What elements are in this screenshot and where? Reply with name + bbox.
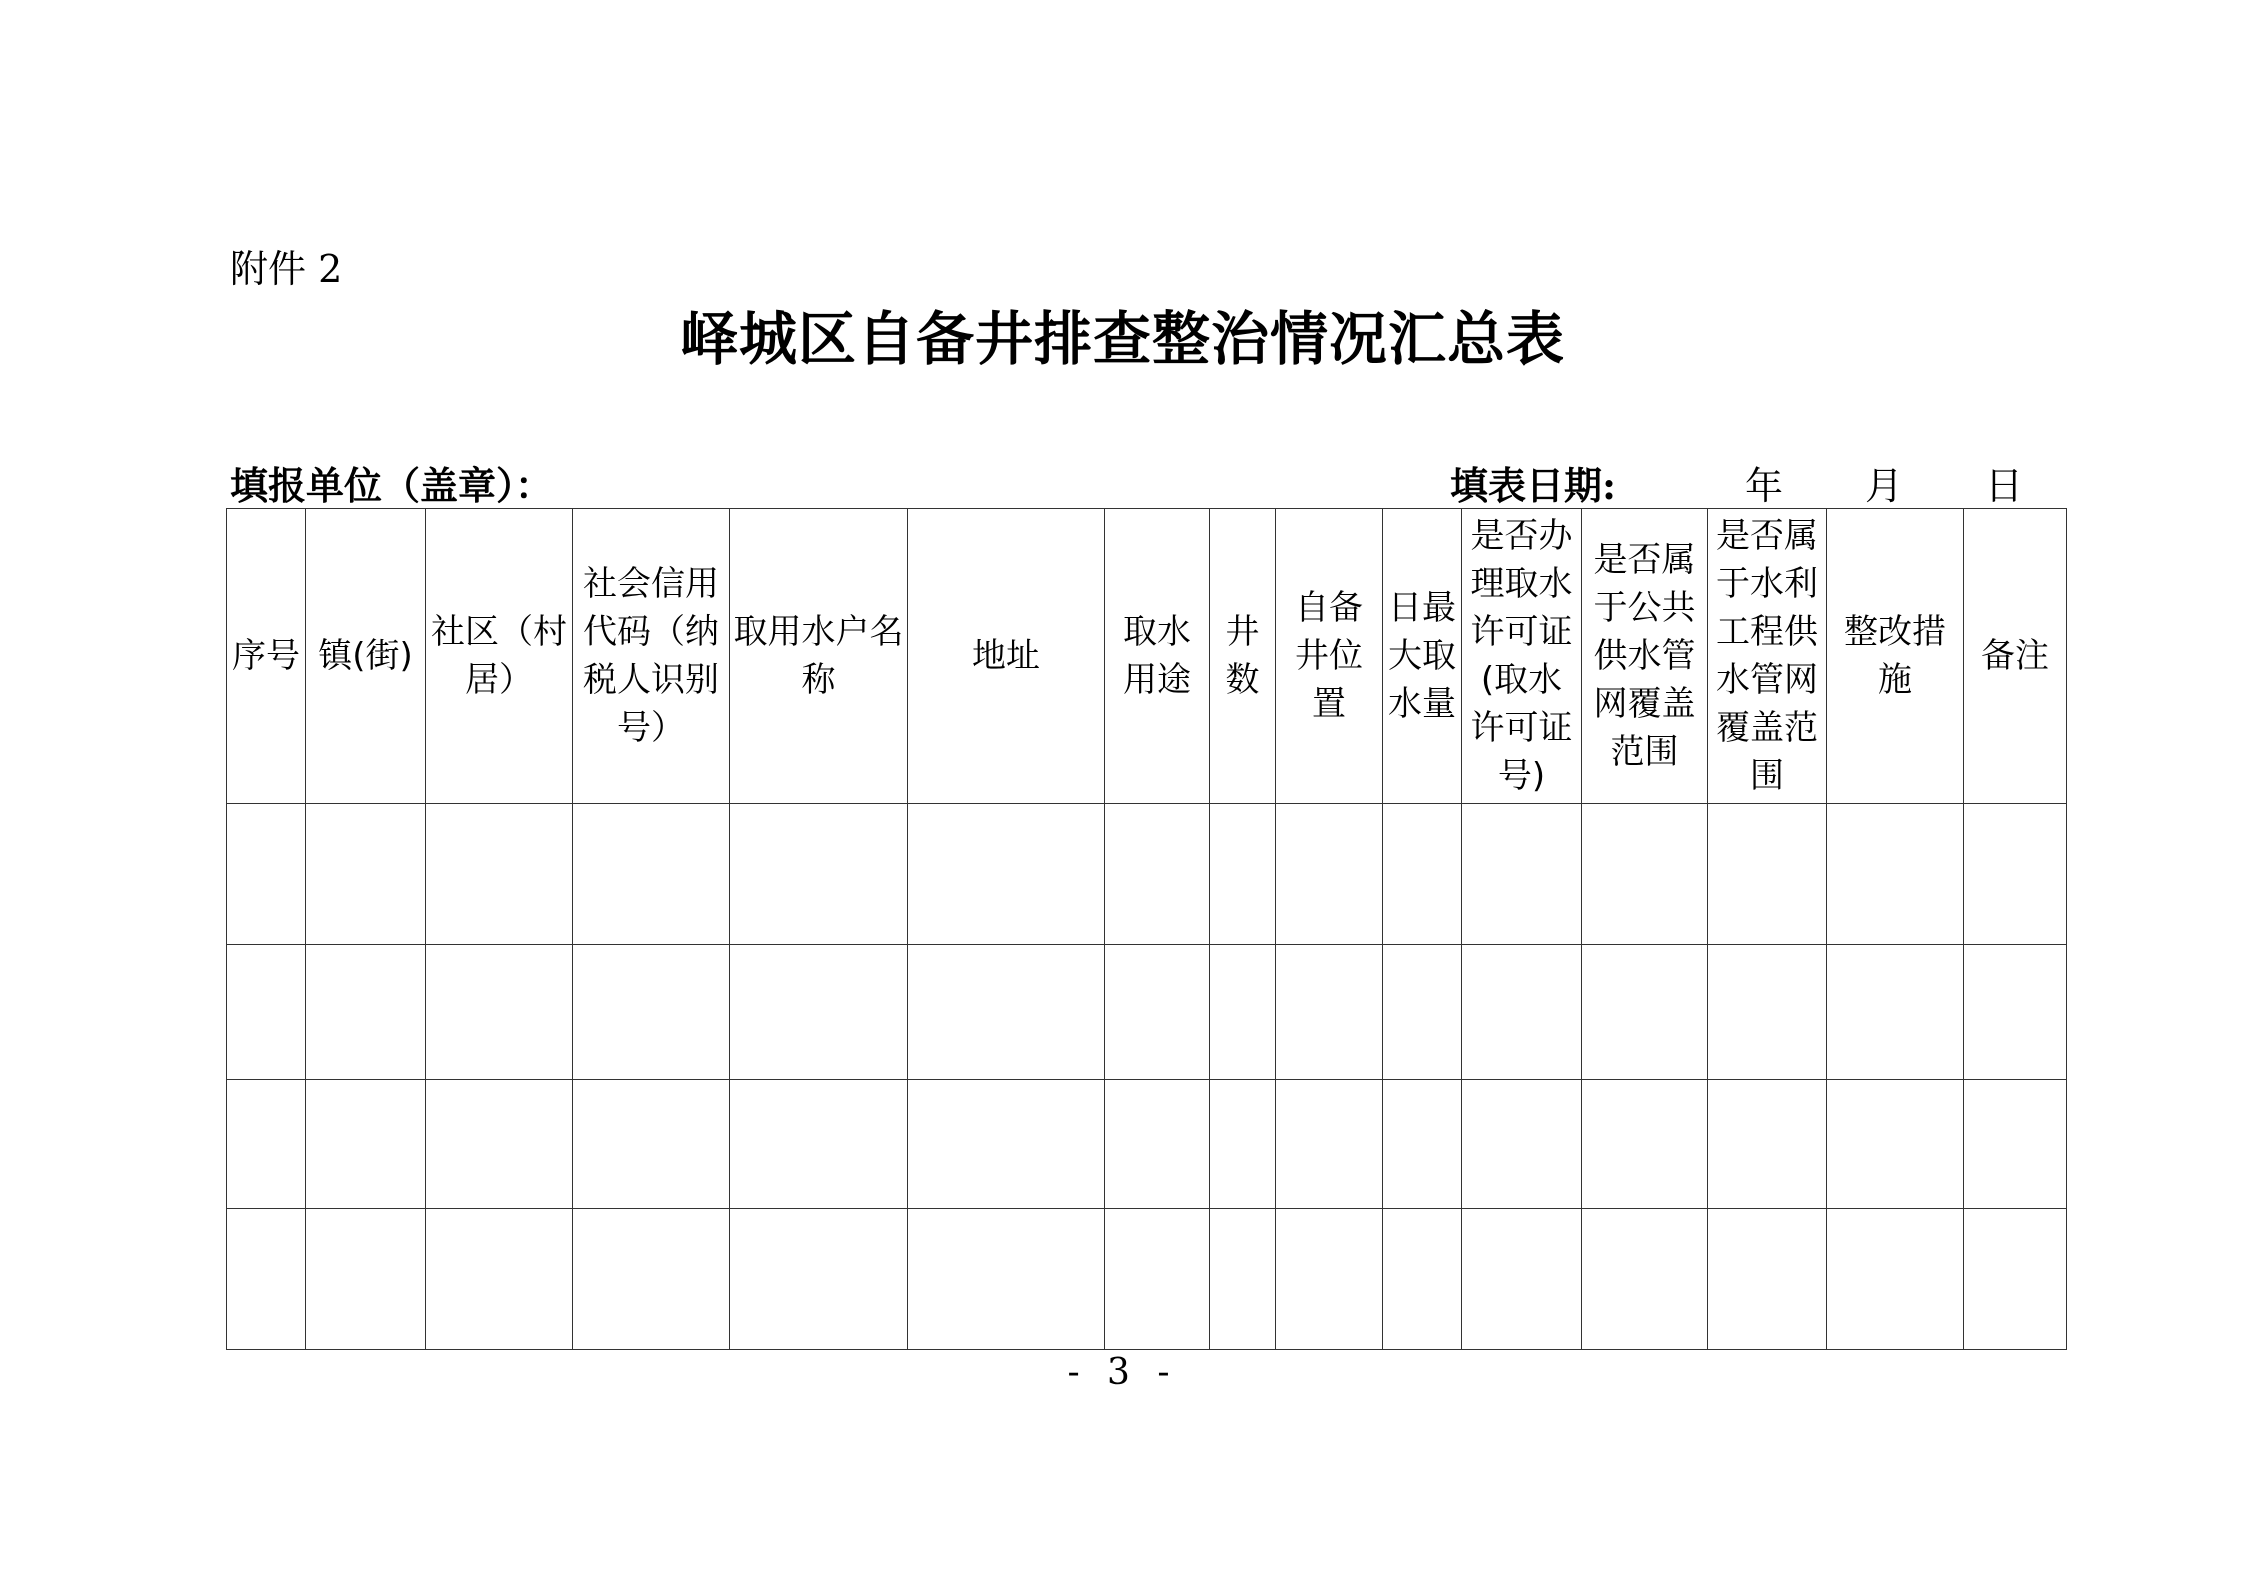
table-cell[interactable] — [1383, 1209, 1462, 1350]
table-cell[interactable] — [1105, 804, 1210, 945]
col-header-remarks: 备注 — [1964, 509, 2067, 804]
table-cell[interactable] — [1105, 1209, 1210, 1350]
table-cell[interactable] — [1964, 1080, 2067, 1209]
table-cell[interactable] — [908, 1209, 1105, 1350]
table-cell[interactable] — [908, 945, 1105, 1080]
filler-unit-label: 填报单位（盖章）： — [230, 463, 554, 508]
table-cell[interactable] — [573, 945, 730, 1080]
table-cell[interactable] — [573, 1209, 730, 1350]
table-row — [227, 945, 2067, 1080]
table-cell[interactable] — [573, 804, 730, 945]
col-header-town: 镇(街) — [306, 509, 426, 804]
table-cell[interactable] — [426, 1209, 573, 1350]
table-cell[interactable] — [1276, 1080, 1383, 1209]
col-header-water-user-name: 取用水户名称 — [730, 509, 908, 804]
col-header-credit-code: 社会信用代码（纳税人识别号） — [573, 509, 730, 804]
table-cell[interactable] — [1276, 1209, 1383, 1350]
table-cell[interactable] — [1827, 1209, 1964, 1350]
col-header-serial: 序号 — [227, 509, 306, 804]
table-row — [227, 804, 2067, 945]
col-header-address: 地址 — [908, 509, 1105, 804]
table-cell[interactable] — [1827, 804, 1964, 945]
table-cell[interactable] — [227, 1080, 306, 1209]
table-cell[interactable] — [1462, 804, 1582, 945]
date-day-label: 日 — [1985, 464, 2024, 508]
table-cell[interactable] — [1276, 804, 1383, 945]
table-cell[interactable] — [1827, 1080, 1964, 1209]
date-year-label: 年 — [1745, 464, 1784, 508]
table-row — [227, 1080, 2067, 1209]
table-cell[interactable] — [227, 945, 306, 1080]
table-row — [227, 1209, 2067, 1350]
col-header-rectification: 整改措施 — [1827, 509, 1964, 804]
col-header-permit: 是否办理取水许可证(取水许可证号) — [1462, 509, 1582, 804]
table-cell[interactable] — [1708, 945, 1827, 1080]
table-cell[interactable] — [1383, 804, 1462, 945]
table-cell[interactable] — [1708, 1080, 1827, 1209]
table-cell[interactable] — [426, 945, 573, 1080]
table-cell[interactable] — [1383, 945, 1462, 1080]
table-cell[interactable] — [1462, 945, 1582, 1080]
table-cell[interactable] — [730, 1080, 908, 1209]
table-cell[interactable] — [306, 804, 426, 945]
table-cell[interactable] — [1462, 1209, 1582, 1350]
table-cell[interactable] — [908, 1080, 1105, 1209]
table-cell[interactable] — [1964, 945, 2067, 1080]
table-cell[interactable] — [1582, 1080, 1708, 1209]
table-cell[interactable] — [1210, 945, 1276, 1080]
page-number: - 3 - — [1067, 1352, 1178, 1393]
col-header-water-project-network: 是否属于水利工程供水管网覆盖范围 — [1708, 509, 1827, 804]
col-header-community: 社区（村居） — [426, 509, 573, 804]
date-month-label: 月 — [1865, 464, 1904, 508]
col-header-well-count: 井数 — [1210, 509, 1276, 804]
table-header-row — [227, 509, 2067, 804]
table-cell[interactable] — [426, 804, 573, 945]
table-cell[interactable] — [1708, 804, 1827, 945]
table-cell[interactable] — [1582, 804, 1708, 945]
col-header-well-location: 自备井位置 — [1276, 509, 1383, 804]
table-cell[interactable] — [1383, 1080, 1462, 1209]
table-cell[interactable] — [306, 1209, 426, 1350]
table-cell[interactable] — [306, 1080, 426, 1209]
summary-table — [226, 508, 2067, 1350]
table-cell[interactable] — [1582, 945, 1708, 1080]
table-cell[interactable] — [1210, 804, 1276, 945]
table-cell[interactable] — [730, 1209, 908, 1350]
table-cell[interactable] — [1462, 1080, 1582, 1209]
col-header-public-network: 是否属于公共供水管网覆盖范围 — [1582, 509, 1708, 804]
fill-date-label: 填表日期: — [1450, 463, 1617, 508]
document-title: 峄城区自备井排查整治情况汇总表 — [679, 305, 1565, 373]
table-cell[interactable] — [573, 1080, 730, 1209]
table-cell[interactable] — [1210, 1080, 1276, 1209]
table-cell[interactable] — [1210, 1209, 1276, 1350]
table-cell[interactable] — [1105, 1080, 1210, 1209]
table-cell[interactable] — [1105, 945, 1210, 1080]
table-cell[interactable] — [306, 945, 426, 1080]
table-cell[interactable] — [426, 1080, 573, 1209]
table-cell[interactable] — [227, 1209, 306, 1350]
table-cell[interactable] — [908, 804, 1105, 945]
col-header-water-use: 取水用途 — [1105, 509, 1210, 804]
table-cell[interactable] — [1582, 1209, 1708, 1350]
col-header-max-daily-intake: 日最大取水量 — [1383, 509, 1462, 804]
table-cell[interactable] — [1827, 945, 1964, 1080]
attachment-label: 附件 2 — [230, 247, 343, 291]
table-cell[interactable] — [1964, 1209, 2067, 1350]
table-cell[interactable] — [1708, 1209, 1827, 1350]
table-cell[interactable] — [1964, 804, 2067, 945]
table-cell[interactable] — [1276, 945, 1383, 1080]
table-cell[interactable] — [730, 945, 908, 1080]
table-cell[interactable] — [730, 804, 908, 945]
table-cell[interactable] — [227, 804, 306, 945]
